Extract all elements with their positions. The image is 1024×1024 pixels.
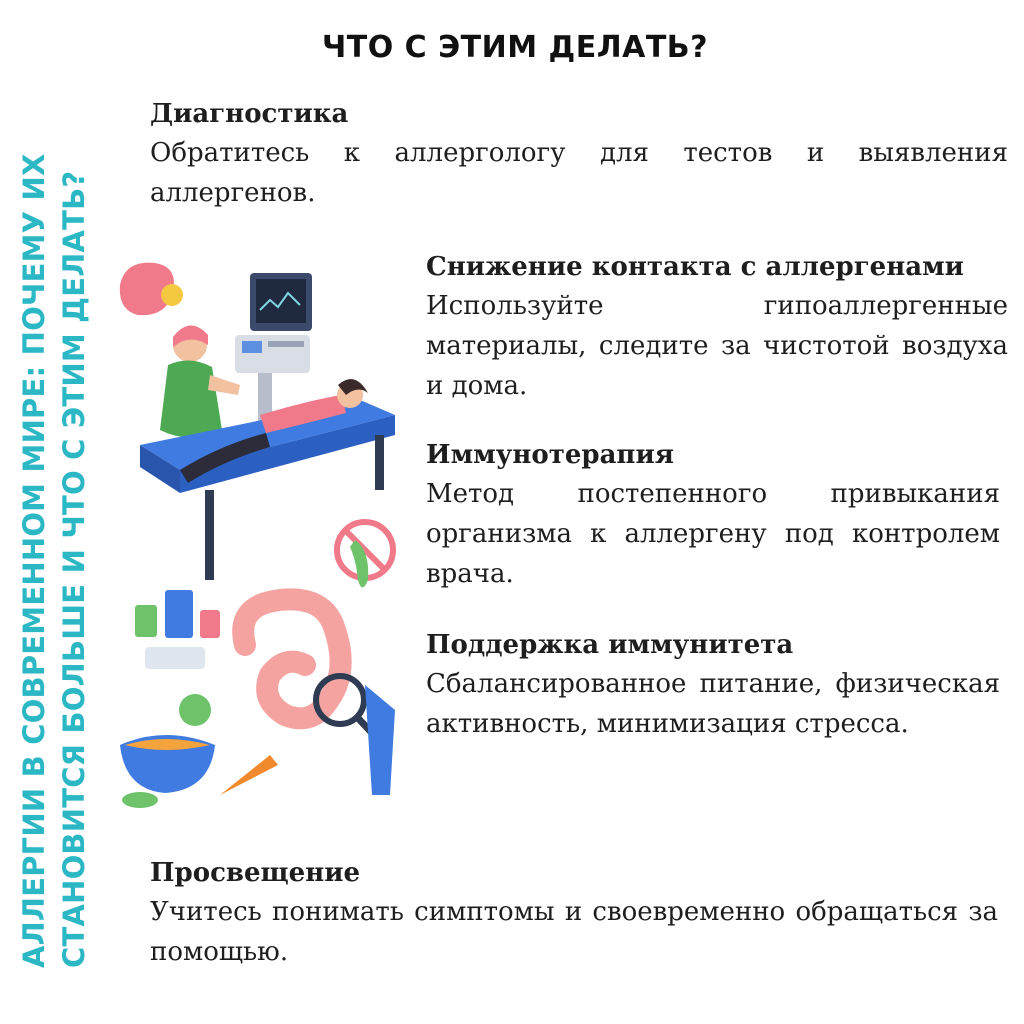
intestine-icon (243, 599, 340, 718)
section-diagnostics (150, 95, 1008, 213)
healthy-food-icon (120, 694, 278, 808)
section-heading: Диагностика (150, 99, 349, 129)
section-text: Метод постепенного привыкания организма к аллергену под контролем врача. (426, 479, 1000, 589)
medical-illustration (110, 255, 415, 825)
section-education (150, 854, 998, 972)
section-text: Обратитесь к аллергологу для тестов и выявления аллергенов. (150, 138, 1008, 208)
section-reduce-contact (426, 248, 1008, 406)
side-title (14, 38, 114, 968)
section-immunotherapy (426, 436, 1000, 594)
medicine-bottles-icon (135, 590, 220, 669)
no-bacteria-icon (337, 522, 393, 588)
section-text: Сбалансированное питание, физическая активность, минимизация стресса. (426, 669, 1000, 739)
section-heading: Иммунотерапия (426, 440, 674, 470)
page-title: ЧТО С ЭТИМ ДЕЛАТЬ? (322, 30, 709, 65)
doctor-figure-icon (160, 325, 240, 437)
section-immunity-support (426, 626, 1000, 744)
side-title-line-1: АЛЛЕРГИИ В СОВРЕМЕННОМ МИРЕ: ПОЧЕМУ ИХ (17, 153, 51, 968)
section-heading: Снижение контакта с аллергенами (426, 252, 964, 282)
section-text: Используйте гипоаллергенные материалы, следите за чистотой воздуха и дома. (426, 291, 1008, 401)
section-heading: Просвещение (150, 858, 361, 888)
liver-icon (120, 263, 183, 315)
section-text: Учитесь понимать симптомы и своевременно обращаться за помощью. (150, 897, 998, 967)
section-heading: Поддержка иммунитета (426, 630, 794, 660)
side-title-line-2: СТАНОВИТСЯ БОЛЬШЕ И ЧТО С ЭТИМ ДЕЛАТЬ? (57, 170, 91, 968)
